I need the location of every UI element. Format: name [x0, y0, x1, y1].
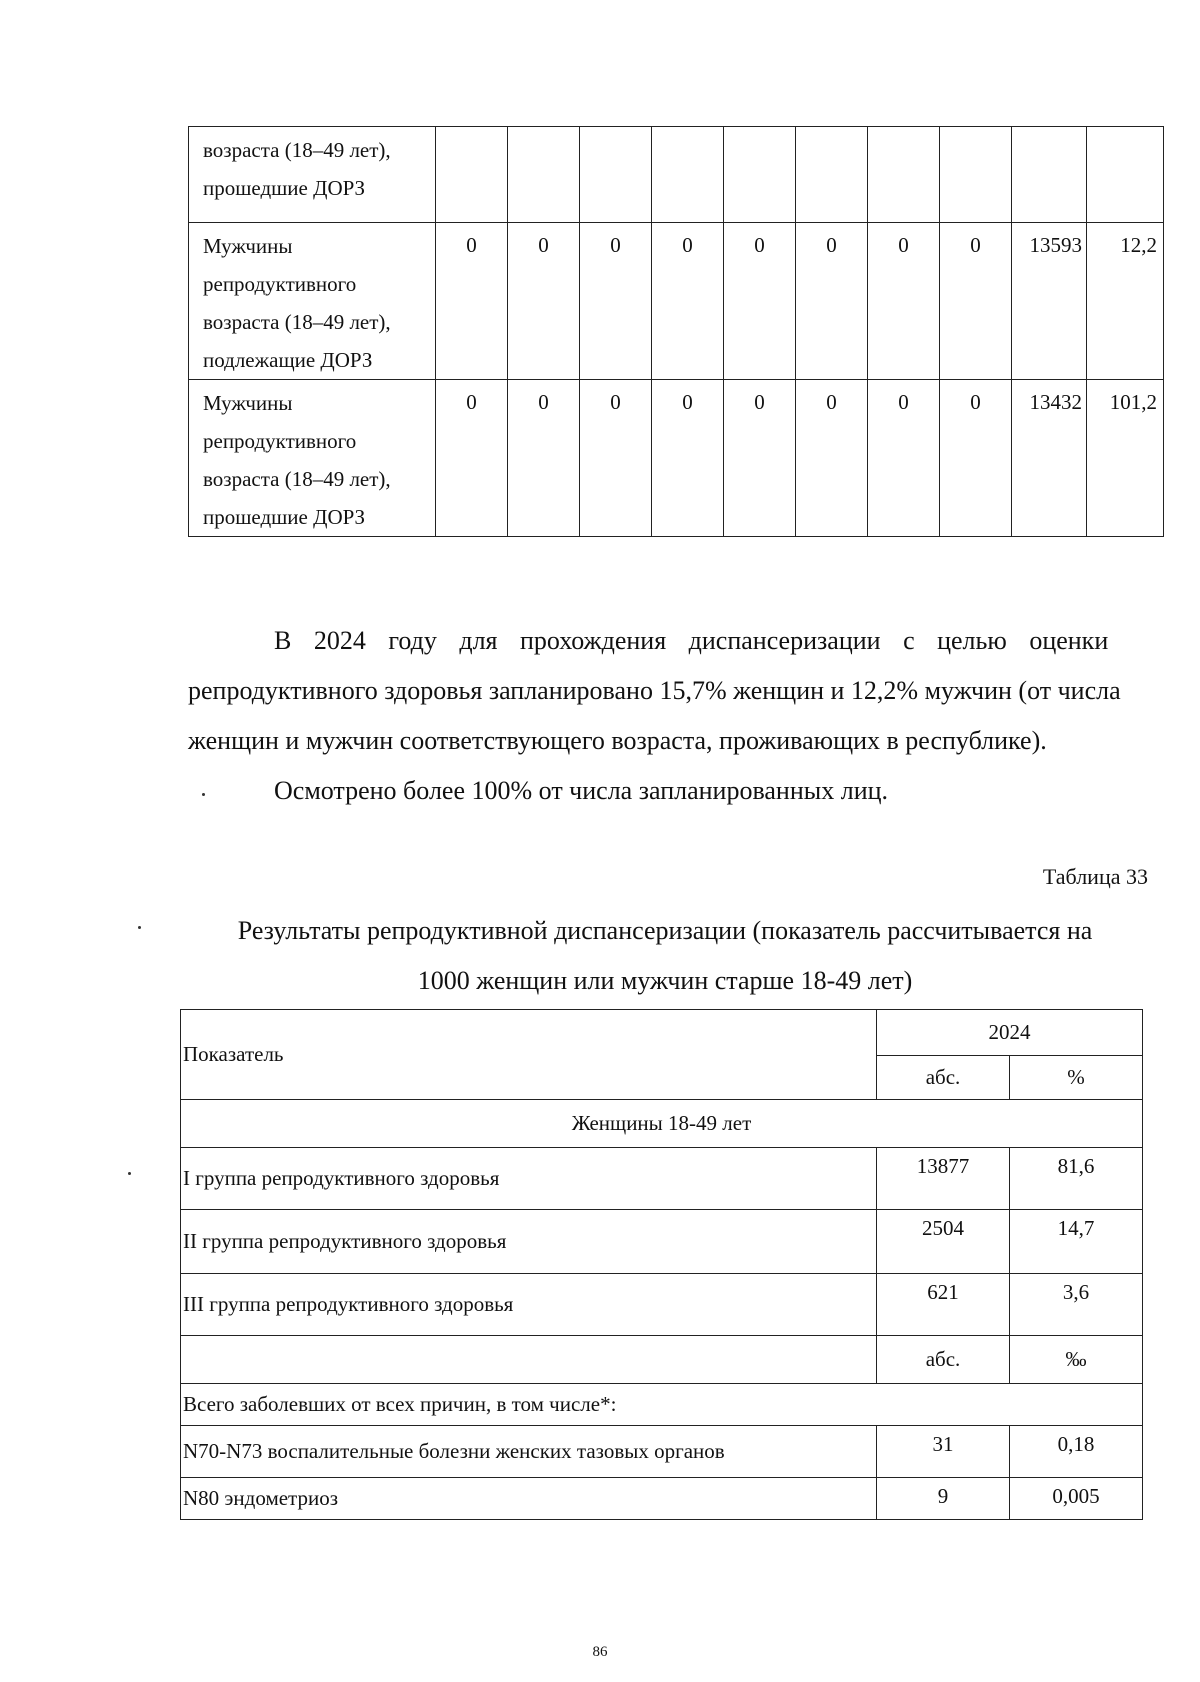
- table-cell: 13593: [1012, 223, 1087, 380]
- section-women: Женщины 18-49 лет: [181, 1100, 1143, 1148]
- header-abs: абс.: [877, 1056, 1010, 1100]
- table-cell: [796, 127, 868, 223]
- table-row: [189, 223, 1164, 380]
- table-cell: 0: [436, 223, 508, 380]
- table-row: [181, 1274, 1143, 1336]
- table-cell: 0: [580, 223, 652, 380]
- disease-abs: 31: [877, 1426, 1010, 1478]
- table-cell: 13432: [1012, 380, 1087, 537]
- disease-abs: 9: [877, 1478, 1010, 1520]
- table-cell: 0: [508, 223, 580, 380]
- table-cell: 0: [652, 380, 724, 537]
- table-cell: [724, 127, 796, 223]
- disease-rate: 0,18: [1010, 1426, 1143, 1478]
- table-cell: [652, 127, 724, 223]
- table-cell: 0: [580, 380, 652, 537]
- scan-speck: [128, 1172, 131, 1175]
- table-cell: 12,2: [1087, 223, 1164, 380]
- label-line: репродуктивного: [203, 429, 357, 453]
- table-cell: [508, 127, 580, 223]
- continued-table: [188, 126, 1164, 537]
- table-row: [189, 380, 1164, 537]
- disease-rate: 0,005: [1010, 1478, 1143, 1520]
- label-line: возраста (18–49 лет),: [203, 467, 391, 491]
- row-label: [189, 223, 436, 380]
- disease-label: N70-N73 воспалительные болезни женских тазовых органов: [181, 1426, 877, 1478]
- group-pct: 14,7: [1010, 1210, 1143, 1274]
- table-cell: 0: [652, 223, 724, 380]
- table-cell: [1012, 127, 1087, 223]
- table-cell: 0: [796, 223, 868, 380]
- paragraph-line: женщин и мужчин соответствующего возраста, проживающих в республике).: [188, 726, 1047, 755]
- group-label: I группа репродуктивного здоровья: [181, 1148, 877, 1210]
- header-indicator: Показатель: [181, 1010, 877, 1100]
- table-cell: 0: [868, 380, 940, 537]
- group-label: II группа репродуктивного здоровья: [181, 1210, 877, 1274]
- table-cell: [940, 127, 1012, 223]
- table-cell: 0: [724, 380, 796, 537]
- table-row: [181, 1148, 1143, 1210]
- body-text: [188, 616, 1148, 816]
- table-cell: [436, 127, 508, 223]
- total-sick-label: Всего заболевших от всех причин, в том числе*:: [181, 1384, 1143, 1426]
- table-cell: 0: [508, 380, 580, 537]
- label-line: прошедшие ДОРЗ: [203, 176, 366, 200]
- title-line: 1000 женщин или мужчин старше 18-49 лет): [417, 966, 913, 995]
- label-line: прошедшие ДОРЗ: [203, 505, 366, 529]
- table-row: [181, 1426, 1143, 1478]
- header-year: 2024: [877, 1010, 1143, 1056]
- row-label: [189, 127, 436, 223]
- subheader-permille: ‰: [1010, 1336, 1143, 1384]
- table-cell: [868, 127, 940, 223]
- label-line: подлежащие ДОРЗ: [203, 348, 373, 372]
- table-row: [181, 1210, 1143, 1274]
- group-pct: 3,6: [1010, 1274, 1143, 1336]
- table-cell: 101,2: [1087, 380, 1164, 537]
- section-row: [181, 1384, 1143, 1426]
- table-cell: [1087, 127, 1164, 223]
- group-abs: 621: [877, 1274, 1010, 1336]
- label-line: Мужчины: [203, 234, 293, 258]
- table-cell: 0: [796, 380, 868, 537]
- header-row: [181, 1010, 1143, 1056]
- scan-speck: [202, 793, 205, 796]
- empty-cell: [181, 1336, 877, 1384]
- section-row: [181, 1100, 1143, 1148]
- label-line: репродуктивного: [203, 272, 357, 296]
- table-cell: [580, 127, 652, 223]
- subheader-abs: абс.: [877, 1336, 1010, 1384]
- table-cell: 0: [940, 380, 1012, 537]
- label-line: Мужчины: [203, 391, 293, 415]
- table-cell: 0: [724, 223, 796, 380]
- disease-label: N80 эндометриоз: [181, 1478, 877, 1520]
- subheader-row: [181, 1336, 1143, 1384]
- table-cell: 0: [436, 380, 508, 537]
- page-number: 86: [592, 1644, 608, 1660]
- label-line: возраста (18–49 лет),: [203, 138, 391, 162]
- table-cell: 0: [868, 223, 940, 380]
- group-pct: 81,6: [1010, 1148, 1143, 1210]
- paragraph-line: В 2024 году для прохождения диспансеризации с целью оценки: [274, 626, 1109, 655]
- group-abs: 2504: [877, 1210, 1010, 1274]
- row-label: [189, 380, 436, 537]
- table-caption: Таблица 33: [1042, 864, 1148, 889]
- table-cell: 0: [940, 223, 1012, 380]
- paragraph: Осмотрено более 100% от числа запланированных лиц.: [274, 776, 889, 805]
- table-title: [180, 906, 1150, 1006]
- table-row: [181, 1478, 1143, 1520]
- header-pct: %: [1010, 1056, 1143, 1100]
- table-row: [189, 127, 1164, 223]
- title-line: Результаты репродуктивной диспансеризации (показатель рассчитывается на: [237, 916, 1093, 945]
- results-table: [180, 1009, 1143, 1520]
- group-label: III группа репродуктивного здоровья: [181, 1274, 877, 1336]
- label-line: возраста (18–49 лет),: [203, 310, 391, 334]
- group-abs: 13877: [877, 1148, 1010, 1210]
- paragraph-line: репродуктивного здоровья запланировано 15,7% женщин и 12,2% мужчин (от числа: [188, 676, 1121, 705]
- scan-speck: [138, 926, 141, 929]
